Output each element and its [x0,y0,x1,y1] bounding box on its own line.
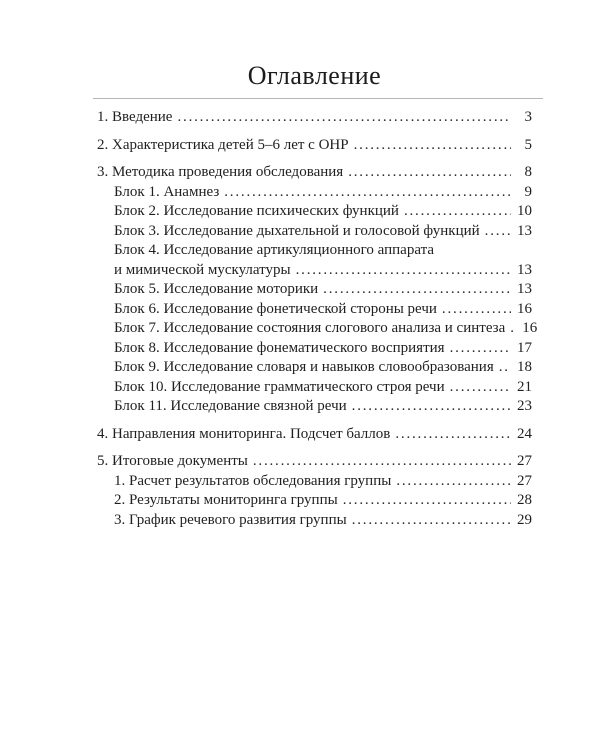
toc-entry-page: 27 [517,453,532,469]
toc-entry-page: 3 [524,109,532,125]
toc-entry-line [114,222,532,242]
toc-entry-label: Блок 3. Исследование дыхательной и голосовой функций [114,222,480,239]
toc-entry-line [114,339,532,359]
page-title: Оглавление [247,61,382,90]
toc-entry-line [114,261,532,281]
toc-entry-line [114,280,532,300]
toc-entry [97,202,532,222]
toc-entry-label: 3. График речевого развития группы [114,511,347,528]
toc-entry-label: Блок 4. Исследование артикуляционного аппарата [114,242,434,258]
toc-entry-line [114,202,532,222]
toc-entry-label: Блок 10. Исследование грамматического строя речи [114,378,445,395]
toc-entry-label: 5. Итоговые документы [97,453,248,469]
dot-leader [348,163,511,183]
toc-entry-label: 2. Характеристика детей 5–6 лет с ОНР [97,136,349,153]
toc-entry-label: Блок 1. Анамнез [114,183,220,200]
toc-entry [97,425,532,445]
toc-entry-page: 9 [524,183,532,200]
toc-entry-label: Блок 8. Исследование фонематического восприятия [114,339,445,356]
dot-leader [396,472,511,492]
toc-entry-page: 13 [517,281,532,297]
toc-entry-page: 16 [517,300,532,317]
toc-entry-page: 8 [524,164,532,180]
toc-entry-label: 2. Результаты мониторинга группы [114,492,338,508]
dot-leader [510,319,516,339]
toc-entry [97,378,532,398]
dot-leader [343,491,511,511]
toc-entry-page: 17 [517,339,532,356]
toc-entry-page: 23 [517,398,532,414]
toc-entry-line [114,319,538,339]
toc-entry [97,452,532,472]
toc-entry-line [114,491,532,511]
toc-entry [97,472,532,492]
toc-entry-page: 16 [522,320,538,336]
toc-entry [97,136,532,156]
dot-leader [485,222,511,242]
toc-entry-line [97,136,532,156]
toc-entry [97,339,532,359]
toc-entry-page: 13 [517,222,532,239]
title-divider [93,98,543,99]
dot-leader [352,511,511,531]
toc-entry-page: 29 [517,511,532,528]
toc-entry-line [97,452,532,472]
dot-leader [323,280,511,300]
toc-entry-line [114,511,532,531]
dot-leader [253,452,511,472]
dot-leader [352,397,511,417]
toc-entry-line [114,397,532,417]
dot-leader [450,339,511,359]
toc-entry [97,319,538,339]
toc-entry [97,280,532,300]
toc-entry-label: Блок 11. Исследование связной речи [114,398,347,414]
toc-entry [97,300,532,320]
dot-leader [499,358,511,378]
dot-leader [442,300,511,320]
toc-entry [97,358,532,378]
toc-entry [97,183,532,203]
toc-entry-label-continued: и мимической мускулатуры [114,261,291,278]
toc-entry-page: 5 [524,136,532,153]
dot-leader [177,108,511,128]
toc-entry-page: 21 [517,378,532,395]
toc-entry-label: Блок 5. Исследование моторики [114,281,319,297]
toc-entry-page: 24 [517,425,532,442]
toc-entry [97,241,532,280]
toc-entry-label: Блок 9. Исследование словаря и навыков словообразования [114,359,494,375]
toc-entry-label: 1. Расчет результатов обследования группы [114,472,392,489]
toc-entry [97,397,532,417]
toc-entry-label: Блок 2. Исследование психических функций [114,203,399,219]
toc-entry-label: Блок 6. Исследование фонетической стороны речи [114,300,437,317]
toc-entry-label: 3. Методика проведения обследования [97,164,344,180]
dot-leader [404,202,511,222]
toc-entry [97,108,532,128]
toc-entry-label: Блок 7. Исследование состояния слогового анализа и синтеза [114,320,506,336]
toc-entry-line [114,300,532,320]
toc-entry-line [97,108,532,128]
toc-list [97,108,538,530]
toc-entry-line [97,163,532,183]
toc-entry-page: 27 [517,472,532,489]
toc-entry [97,511,532,531]
toc-entry-page: 10 [517,203,532,219]
toc-entry-line [114,183,532,203]
toc-entry [97,491,532,511]
dot-leader [450,378,511,398]
toc-entry-page: 18 [517,359,532,375]
toc-entry-page: 28 [517,492,532,508]
dot-leader [395,425,511,445]
toc-entry-line [114,358,532,378]
toc-entry-page: 13 [517,261,532,278]
toc-entry-line [97,425,532,445]
dot-leader [296,261,511,281]
toc-entry-line [114,472,532,492]
toc-entry-line [114,378,532,398]
toc-entry-label: 1. Введение [97,109,173,125]
toc-entry [97,163,532,183]
dot-leader [224,183,511,203]
dot-leader [354,136,511,156]
toc-entry-label: 4. Направления мониторинга. Подсчет баллов [97,425,391,442]
toc-entry-line [114,241,532,261]
toc-entry [97,222,532,242]
